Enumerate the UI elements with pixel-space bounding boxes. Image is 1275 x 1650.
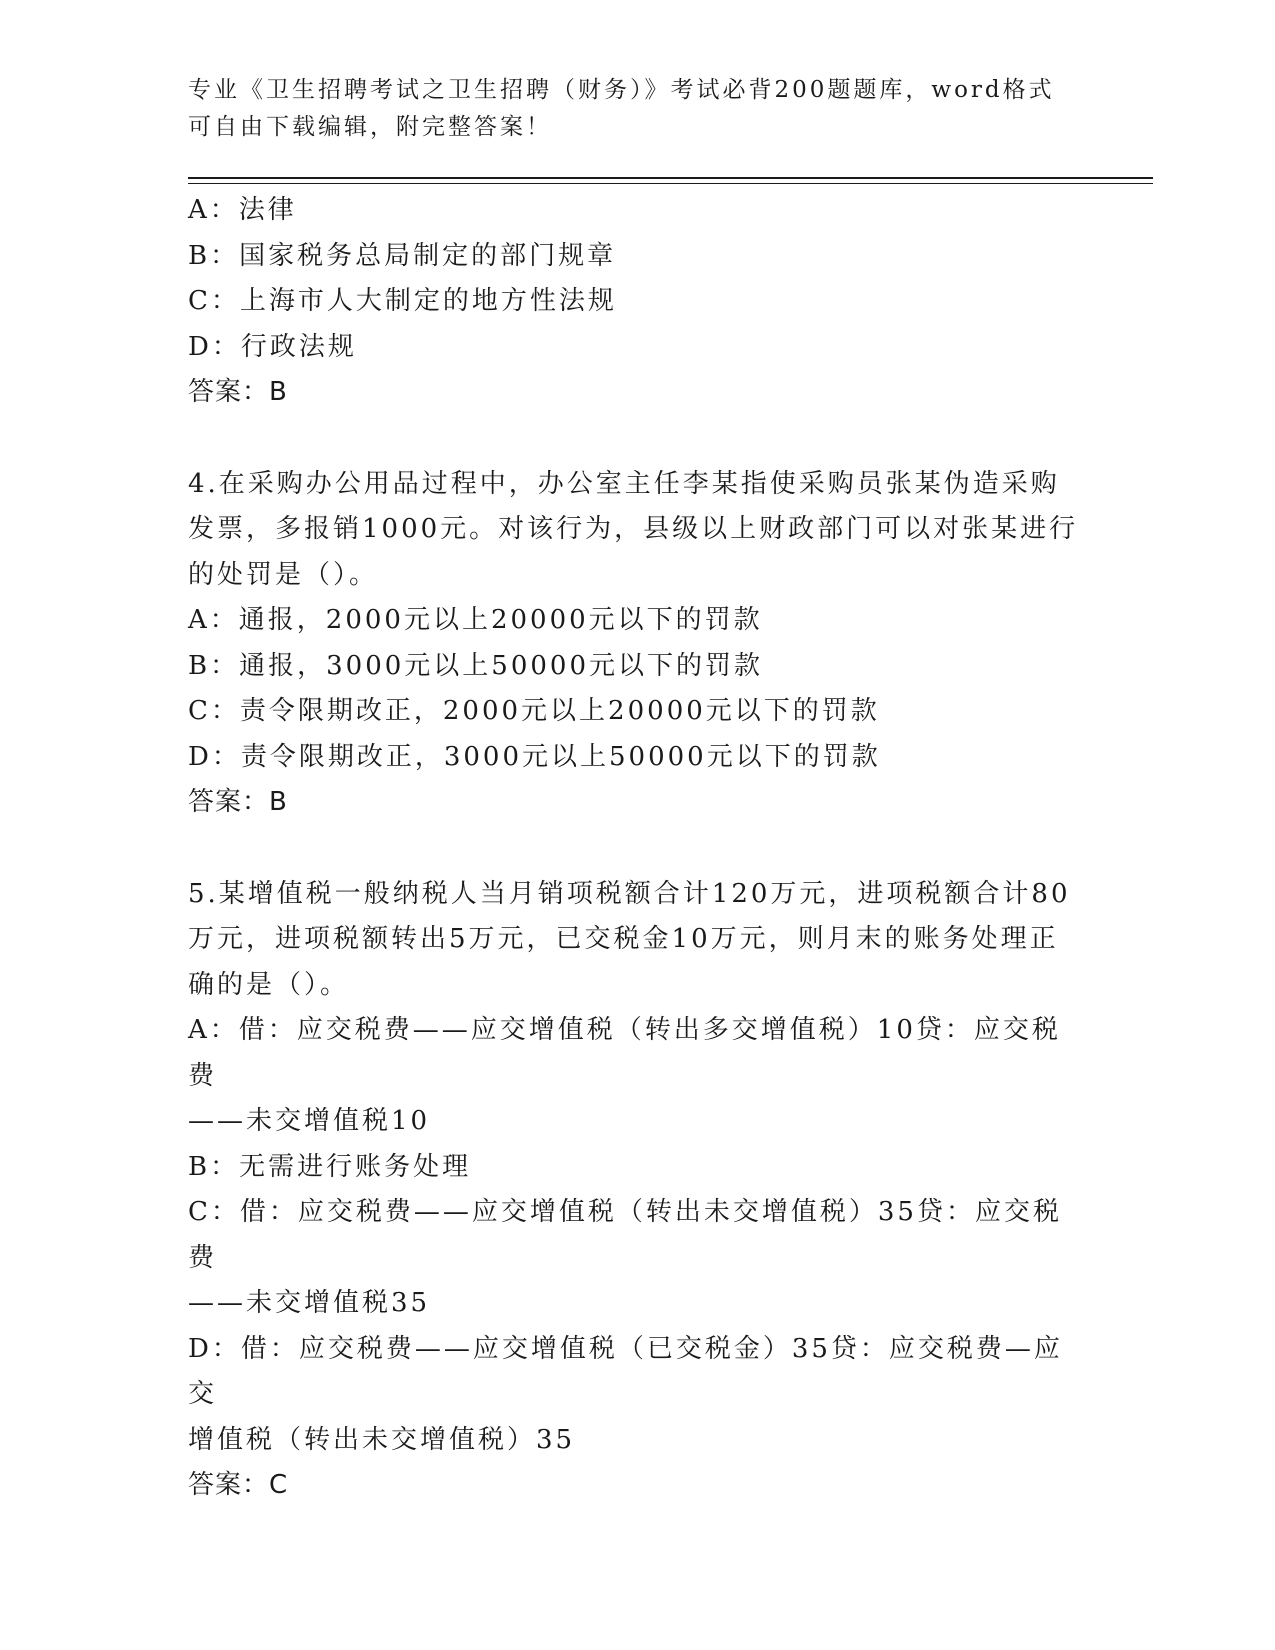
question-stem-line: 5.某增值税一般纳税人当月销项税额合计120万元，进项税额合计80: [188, 878, 1071, 909]
option-d: D：行政法规: [188, 331, 357, 362]
option-a: A：通报，2000元以上20000元以下的罚款: [188, 605, 763, 635]
answer: 答案：B: [188, 377, 288, 407]
question-spacer: [188, 826, 1088, 872]
document-body: [188, 188, 1088, 1509]
header-rule-thick: [188, 177, 1153, 179]
option-d: D：责令限期改正，3000元以上50000元以下的罚款: [188, 741, 881, 772]
question-spacer: [188, 416, 1088, 462]
option-c: C：责令限期改正，2000元以上20000元以下的罚款: [188, 696, 880, 726]
option-c: C：上海市人大制定的地方性法规: [188, 286, 617, 316]
option-b: B：通报，3000元以上50000元以下的罚款: [188, 650, 763, 681]
question-3: [188, 188, 1088, 416]
document-header: 专业《卫生招聘考试之卫生招聘（财务）》考试必背200题题库，word格式可自由下载编辑，附完整答案！: [188, 77, 1055, 140]
header-rule-thin: [188, 183, 1153, 184]
option-c: C：借：应交税费——应交增值税（转出未交增值税）35贷：应交税费: [188, 1197, 1062, 1273]
question-stem-line: 4.在采购办公用品过程中，办公室主任李某指使采购员张某伪造采购: [188, 468, 1060, 499]
option-b: B：国家税务总局制定的部门规章: [188, 240, 617, 271]
option-d: D：借：应交税费——应交增值税（已交税金）35贷：应交税费—应交: [188, 1333, 1063, 1409]
option-d-continued: 增值税（转出未交增值税）35: [188, 1424, 576, 1455]
question-5: [188, 872, 1088, 1509]
question-stem-line: 的处罚是（）。: [188, 559, 379, 590]
question-stem-line: 万元，进项税额转出5万元，已交税金10万元，则月末的账务处理正: [188, 924, 1059, 954]
answer: 答案：B: [188, 787, 288, 817]
answer: 答案：C: [188, 1470, 289, 1500]
question-4: [188, 462, 1088, 826]
option-b: B：无需进行账务处理: [188, 1151, 472, 1182]
question-stem-line: 确的是（）。: [188, 969, 350, 1000]
option-c-continued: ——未交增值税35: [188, 1288, 431, 1318]
option-a: A：借：应交税费——应交增值税（转出多交增值税）10贷：应交税费: [188, 1015, 1061, 1091]
option-a-continued: ——未交增值税10: [188, 1106, 431, 1136]
question-stem-line: 发票，多报销1000元。对该行为，县级以上财政部门可以对张某进行: [188, 514, 1079, 544]
option-a: A：法律: [188, 195, 297, 225]
